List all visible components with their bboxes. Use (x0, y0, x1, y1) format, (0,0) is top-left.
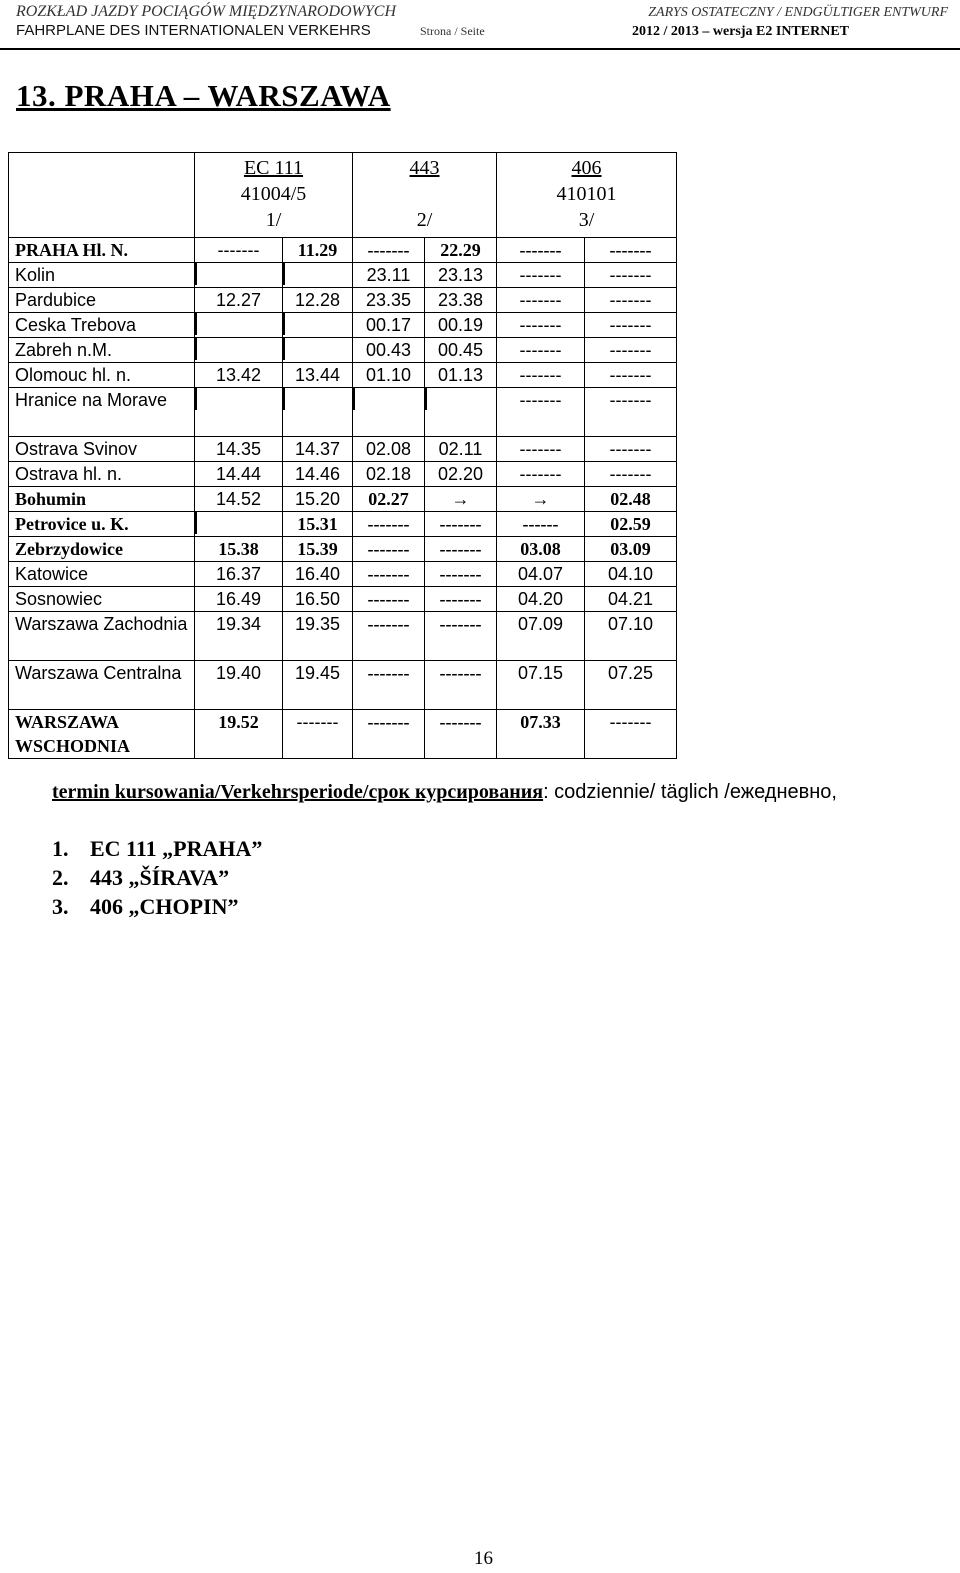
train-notes-list (52, 834, 262, 921)
time-cell (195, 313, 283, 338)
time-cell: ------- (497, 288, 585, 313)
time-cell: ------- (353, 612, 425, 661)
time-cell: 16.40 (283, 562, 353, 587)
pass-through-mark (195, 263, 197, 285)
time-cell: ------- (585, 710, 677, 759)
header-page-label: Strona / Seite (420, 24, 485, 38)
time-cell: 14.52 (195, 487, 283, 512)
timetable-row (9, 462, 677, 487)
train-name-2: 443 (409, 157, 440, 179)
train-name-1: EC 111 (243, 157, 304, 179)
time-cell: ------- (585, 263, 677, 288)
time-cell: ------- (353, 587, 425, 612)
train-note-item (52, 892, 262, 921)
time-cell (195, 512, 283, 537)
time-cell (283, 263, 353, 288)
timetable-row (9, 562, 677, 587)
train-number-2 (353, 181, 496, 207)
time-cell: ------- (425, 512, 497, 537)
time-cell: 16.37 (195, 562, 283, 587)
time-cell: 15.31 (283, 512, 353, 537)
time-cell: 03.09 (585, 537, 677, 562)
time-cell: 07.15 (497, 661, 585, 710)
time-cell: 00.19 (425, 313, 497, 338)
note-number: 3. (52, 894, 69, 919)
time-cell: → (425, 487, 497, 512)
time-cell: 02.18 (353, 462, 425, 487)
station-name: Sosnowiec (9, 587, 195, 612)
time-cell: ------- (497, 363, 585, 388)
time-cell: 13.42 (195, 363, 283, 388)
page-number: 16 (474, 1548, 493, 1569)
time-cell: ------- (497, 263, 585, 288)
note-text: 443 „ŠÍRAVA” (90, 865, 230, 890)
time-cell: ------- (497, 313, 585, 338)
time-cell (195, 338, 283, 363)
train-number-1: 41004/5 (240, 183, 307, 205)
time-cell: ------- (195, 238, 283, 263)
time-cell: 02.11 (425, 437, 497, 462)
time-cell: ------- (283, 710, 353, 759)
time-cell: 07.25 (585, 661, 677, 710)
timetable-row (9, 537, 677, 562)
time-cell: 04.07 (497, 562, 585, 587)
time-cell: 00.43 (353, 338, 425, 363)
timetable-row (9, 363, 677, 388)
station-name: Warszawa Centralna (9, 661, 195, 710)
time-cell: 14.37 (283, 437, 353, 462)
timetable-row (9, 288, 677, 313)
time-cell: 03.08 (497, 537, 585, 562)
time-cell: 11.29 (283, 238, 353, 263)
timetable-row (9, 612, 677, 661)
time-cell: 12.27 (195, 288, 283, 313)
pass-through-mark (283, 263, 285, 285)
station-name: Petrovice u. K. (9, 512, 195, 537)
time-cell: 14.35 (195, 437, 283, 462)
time-cell: ------- (585, 238, 677, 263)
time-cell: ------- (425, 587, 497, 612)
station-name: Olomouc hl. n. (9, 363, 195, 388)
time-cell: 23.35 (353, 288, 425, 313)
time-cell: 12.28 (283, 288, 353, 313)
timetable-row (9, 388, 677, 437)
time-cell: 07.33 (497, 710, 585, 759)
time-cell: ------- (425, 612, 497, 661)
station-name: Ostrava Svinov (9, 437, 195, 462)
train-header-1 (195, 153, 353, 238)
time-cell: 23.13 (425, 263, 497, 288)
time-cell (425, 388, 497, 437)
time-cell: ------- (353, 562, 425, 587)
page-title: 13. PRAHA – WARSZAWA (16, 78, 391, 113)
time-cell: 15.39 (283, 537, 353, 562)
running-period (52, 781, 837, 804)
time-cell (353, 388, 425, 437)
pass-through-mark (195, 388, 197, 410)
note-number: 2. (52, 865, 69, 890)
station-name: PRAHA Hl. N. (9, 238, 195, 263)
time-cell: 02.08 (353, 437, 425, 462)
train-note-3: 3/ (578, 209, 595, 231)
time-cell: 14.44 (195, 462, 283, 487)
timetable (8, 152, 677, 759)
time-cell: ------- (497, 462, 585, 487)
header-title-pl: ROZKŁAD JAZDY POCIĄGÓW MIĘDZYNARODOWYCH (16, 3, 397, 20)
pass-through-mark (195, 512, 197, 534)
timetable-row (9, 238, 677, 263)
station-name: Zebrzydowice (9, 537, 195, 562)
train-header-row (9, 153, 677, 238)
time-cell: 19.45 (283, 661, 353, 710)
time-cell: ------- (497, 388, 585, 437)
time-cell: ------- (585, 313, 677, 338)
time-cell: ------- (353, 238, 425, 263)
timetable-row (9, 710, 677, 759)
pass-through-mark (283, 338, 285, 360)
time-cell: 16.49 (195, 587, 283, 612)
note-text: EC 111 „PRAHA” (90, 836, 263, 861)
timetable-row (9, 487, 677, 512)
time-cell: ------ (497, 512, 585, 537)
time-cell: 02.20 (425, 462, 497, 487)
station-name: Kolin (9, 263, 195, 288)
time-cell: 00.45 (425, 338, 497, 363)
header-title-de: FAHRPLANE DES INTERNATIONALEN VERKEHRS (16, 22, 371, 39)
time-cell: ------- (585, 388, 677, 437)
station-name: Bohumin (9, 487, 195, 512)
header-version: 2012 / 2013 – wersja E2 INTERNET (632, 24, 850, 39)
time-cell: 04.21 (585, 587, 677, 612)
time-cell: ------- (497, 437, 585, 462)
train-note-1: 1/ (265, 209, 282, 231)
time-cell: 15.20 (283, 487, 353, 512)
pass-through-mark (353, 388, 355, 410)
timetable-row (9, 512, 677, 537)
station-name: Katowice (9, 562, 195, 587)
time-cell: 04.10 (585, 562, 677, 587)
time-cell: ------- (585, 338, 677, 363)
time-cell: 02.27 (353, 487, 425, 512)
time-cell: ------- (425, 710, 497, 759)
time-cell: 19.34 (195, 612, 283, 661)
time-cell: 01.10 (353, 363, 425, 388)
time-cell (283, 313, 353, 338)
station-name: Warszawa Zachodnia (9, 612, 195, 661)
time-cell: ------- (353, 512, 425, 537)
timetable-row (9, 263, 677, 288)
station-name: Hranice na Morave (9, 388, 195, 437)
train-note-2: 2/ (416, 209, 433, 231)
station-name: Ostrava hl. n. (9, 462, 195, 487)
time-cell: ------- (585, 462, 677, 487)
time-cell: 19.40 (195, 661, 283, 710)
time-cell (283, 388, 353, 437)
time-cell: ------- (353, 710, 425, 759)
timetable-row (9, 313, 677, 338)
note-number: 1. (52, 836, 69, 861)
pass-through-mark (283, 388, 285, 410)
time-cell (195, 263, 283, 288)
time-cell: 13.44 (283, 363, 353, 388)
time-cell: ------- (497, 338, 585, 363)
train-number-3: 410101 (556, 183, 617, 205)
train-header-3 (497, 153, 677, 238)
page-header (0, 0, 960, 50)
pass-through-mark (195, 313, 197, 335)
time-cell: 07.10 (585, 612, 677, 661)
time-cell: ------- (425, 661, 497, 710)
time-cell (195, 388, 283, 437)
header-blank-cell (9, 153, 195, 238)
note-text: 406 „CHOPIN” (90, 894, 239, 919)
time-cell: 15.38 (195, 537, 283, 562)
time-cell: 14.46 (283, 462, 353, 487)
train-header-2 (353, 153, 497, 238)
time-cell: 04.20 (497, 587, 585, 612)
time-cell: 02.48 (585, 487, 677, 512)
timetable-body (9, 238, 677, 759)
time-cell: 23.11 (353, 263, 425, 288)
time-cell: → (497, 487, 585, 512)
time-cell: ------- (497, 238, 585, 263)
time-cell (283, 338, 353, 363)
time-cell: 01.13 (425, 363, 497, 388)
pass-through-mark (425, 388, 427, 410)
time-cell: 23.38 (425, 288, 497, 313)
timetable-row (9, 338, 677, 363)
train-note-item (52, 834, 262, 863)
timetable-row (9, 661, 677, 710)
time-cell: ------- (585, 288, 677, 313)
station-name: Ceska Trebova (9, 313, 195, 338)
train-note-item (52, 863, 262, 892)
timetable-row (9, 587, 677, 612)
pass-through-mark (283, 313, 285, 335)
time-cell: 19.35 (283, 612, 353, 661)
time-cell: ------- (425, 562, 497, 587)
time-cell: 22.29 (425, 238, 497, 263)
running-period-value: : codziennie/ täglich /ежедневно, (543, 781, 837, 803)
station-name: WARSZAWA WSCHODNIA (9, 710, 195, 759)
pass-through-mark (195, 338, 197, 360)
station-name: Pardubice (9, 288, 195, 313)
time-cell: 07.09 (497, 612, 585, 661)
time-cell: ------- (585, 437, 677, 462)
time-cell: 02.59 (585, 512, 677, 537)
time-cell: ------- (425, 537, 497, 562)
timetable-row (9, 437, 677, 462)
time-cell: 16.50 (283, 587, 353, 612)
train-name-3: 406 (571, 157, 602, 179)
time-cell: ------- (353, 537, 425, 562)
time-cell: ------- (353, 661, 425, 710)
time-cell: ------- (585, 363, 677, 388)
station-name: Zabreh n.M. (9, 338, 195, 363)
time-cell: 19.52 (195, 710, 283, 759)
running-period-label: termin kursowania/Verkehrsperiode/срок курсирования (52, 781, 544, 803)
header-draft-label: ZARYS OSTATECZNY / ENDGÜLTIGER ENTWURF (648, 5, 948, 20)
time-cell: 00.17 (353, 313, 425, 338)
